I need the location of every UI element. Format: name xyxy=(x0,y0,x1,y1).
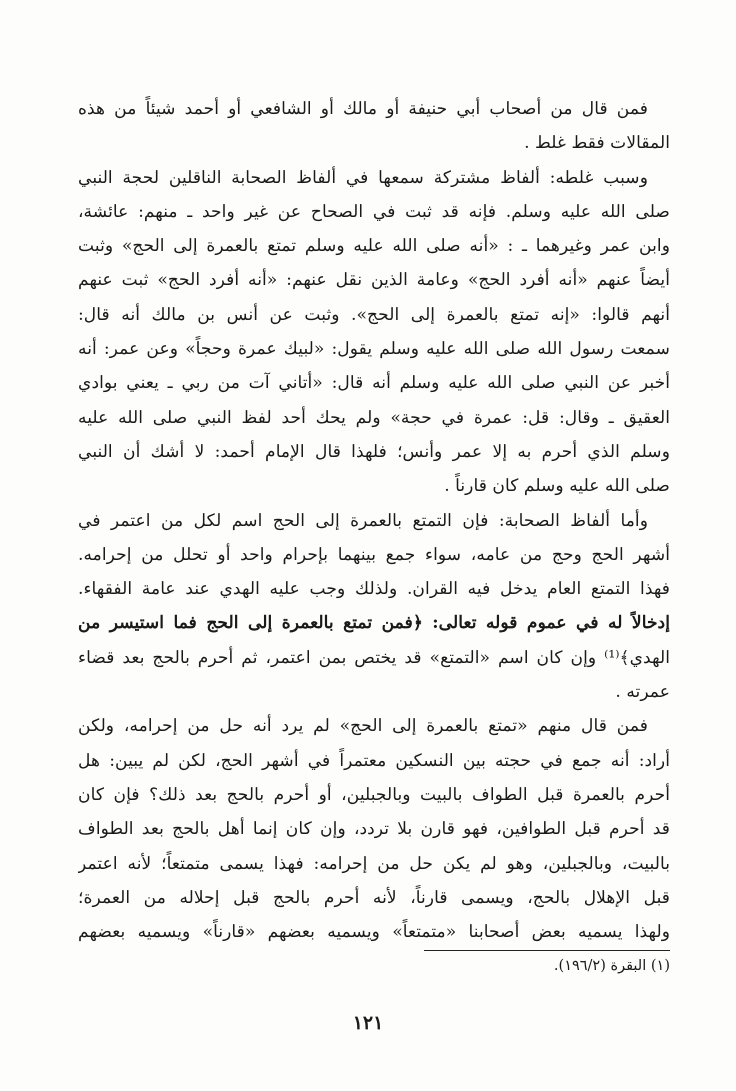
text-line: وأما ألفاظ الصحابة: فإن التمتع بالعمرة إلى الحج اسم لكل من اعتمر في xyxy=(78,510,648,531)
text-line: وسلم الذي أحرم به إلا عمر وأنس؛ فلهذا قال الإمام أحمد: لا أشك أن النبي xyxy=(78,441,670,462)
text-line: إدخالاً له في عموم قوله تعالى: ﴿فمن تمتع بالعمرة إلى الحج فما استيسر من xyxy=(78,613,670,634)
text-line: بالبيت، وبالجبلين، وهو لم يكن حل من إحرامه: فهذا يسمى متمتعاً؛ لأنه اعتمر xyxy=(78,853,670,874)
text-line: أشهر الحج وحج من عامه، سواء جمع بينهما بإحرام واحد أو تحلل من إحرامه. xyxy=(78,544,670,565)
text-line: المقالات فقط غلط . xyxy=(524,133,670,154)
text-line: صلى الله عليه وسلم. فإنه قد ثبت في الصحاح عن غير واحد ـ منهم: عائشة، xyxy=(78,201,670,222)
text-line: صلى الله عليه وسلم كان قارناً . xyxy=(444,476,670,497)
text-line: فمن قال منهم «تمتع بالعمرة إلى الحج» لم يرد أنه حل من إحرامه، ولكن xyxy=(78,716,648,737)
text-line: سمعت رسول الله صلى الله عليه وسلم يقول: «لبيك عمرة وحجاً» وعن عمر: أنه xyxy=(78,339,670,360)
text-line: وابن عمر وغيرهما ـ : «أنه صلى الله عليه وسلم تمتع بالعمرة إلى الحج» وثبت xyxy=(78,236,670,257)
body-text xyxy=(78,92,670,949)
text-line: قبل الإهلال بالحج، ويسمى قارناً، لأنه أحرم بالحج قبل إحلاله من العمرة؛ xyxy=(78,887,670,908)
text-line: أخبر عن النبي صلى الله عليه وسلم أنه قال: «أتاني آت من ربي ـ يعني بوادي xyxy=(78,373,670,394)
text-line: أحرم بالعمرة قبل الطواف بالبيت وبالجبلين، أو أحرم بالحج بعد ذلك؟ فإن كان xyxy=(78,784,670,805)
text-line: قد أحرم قبل الطوافين، فهو قارن بلا تردد، وإن كان إنما أهل بالحج بعد الطواف xyxy=(78,819,670,840)
text-line: أيضاً عنهم «أنه أفرد الحج» وعامة الذين نقل عنهم: «أنه أفرد الحج» ثبت عنهم xyxy=(78,270,670,291)
text-line: وسبب غلطه: ألفاظ مشتركة سمعها في ألفاظ الصحابة الناقلين لحجة النبي xyxy=(78,167,648,188)
page-number: ١٢١ xyxy=(352,1012,384,1034)
text-line: أنهم قالوا: «إنه تمتع بالعمرة إلى الحج». وثبت عن أنس بن مالك أنه قال: xyxy=(78,304,670,325)
text-line: ولهذا يسميه بعض أصحابنا «متمتعاً» ويسميه بعضهم «قارناً» ويسميه بعضهم xyxy=(78,922,670,943)
text-line: فمن قال من أصحاب أبي حنيفة أو مالك أو الشافعي أو أحمد شيئاً من هذه xyxy=(78,99,648,119)
text-line: فهذا التمتع العام يدخل فيه القران. ولذلك وجب عليه الهدي عند عامة الفقهاء. xyxy=(78,579,670,600)
text-line: عمرته . xyxy=(615,682,670,703)
footnote: (١) البقرة (١٩٦/٢). xyxy=(553,958,670,974)
footnote-divider xyxy=(424,950,670,951)
text-line: أراد: أنه جمع في حجته بين النسكين معتمراً في أشهر الحج، لكن لم يبين: هل xyxy=(78,750,670,771)
text-line: الهدي﴾⁽¹⁾ وإن كان اسم «التمتع» قد يختص بمن اعتمر، ثم أحرم بالحج بعد قضاء xyxy=(78,647,670,668)
text-line: العقيق ـ وقال: قل: عمرة في حجة» ولم يحك أحد لفظ النبي صلى الله عليه xyxy=(78,407,670,428)
